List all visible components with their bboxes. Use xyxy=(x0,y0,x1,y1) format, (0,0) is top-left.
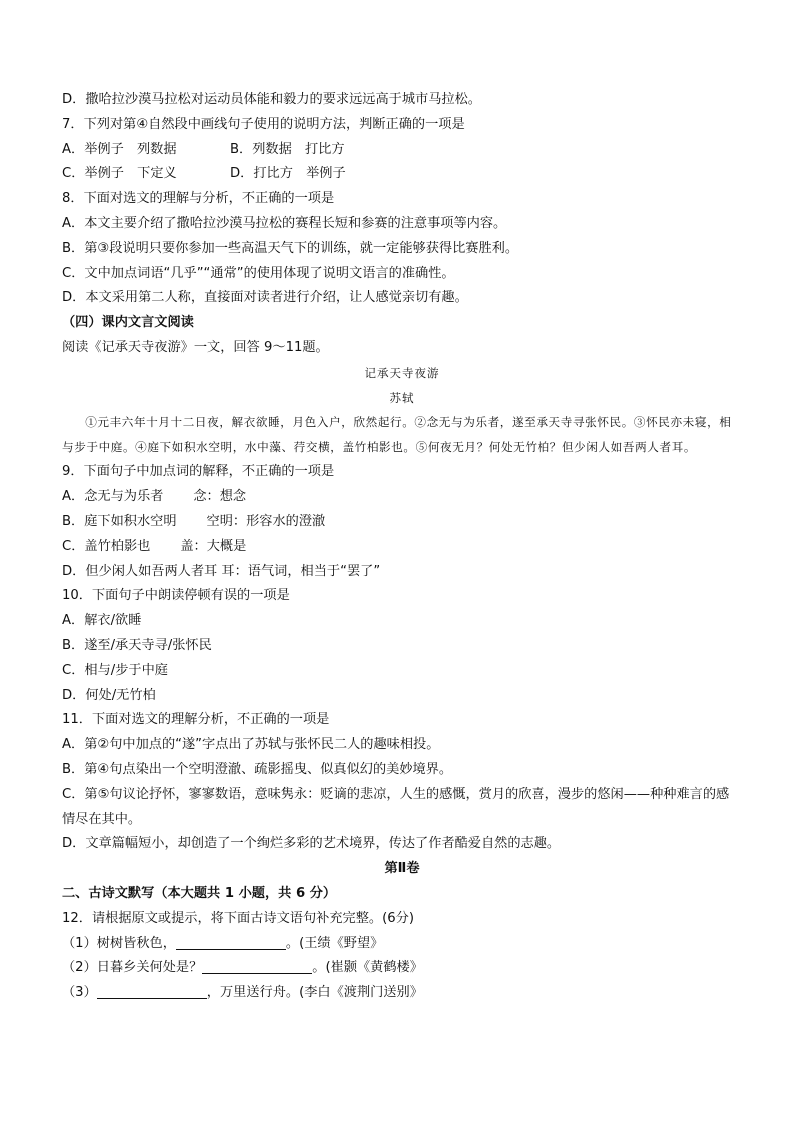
q12-item-3 xyxy=(62,981,742,1006)
q10-option-a: A．解衣/欲睡 xyxy=(62,613,142,629)
q7-options-row-1 xyxy=(62,138,742,163)
passage-title: 记承天寺夜游 xyxy=(364,365,440,380)
q7-option-d: D．打比方 举例子 xyxy=(230,166,346,182)
q10-stem: 10．下面句子中朗读停顿有误的一项是 xyxy=(62,588,290,604)
q10-option-b: B．遂至/承天寺寻/张怀民 xyxy=(62,637,212,653)
q12-item-2-blank[interactable] xyxy=(202,959,312,974)
q11-option-d: D．文章篇幅短小，却创造了一个绚烂多彩的艺术境界，传达了作者酷爱自然的志趣。 xyxy=(62,836,561,852)
q12-stem: 12．请根据原文或提示，将下面古诗文语句补充完整。(6分) xyxy=(62,910,414,926)
q12-item-2-before: 日暮乡关何处是？ xyxy=(96,960,203,976)
q10-option-c: C．相与/步于中庭 xyxy=(62,662,168,678)
q7-option-b: B．列数据 打比方 xyxy=(230,141,345,157)
q12-item-2 xyxy=(62,956,742,981)
section-4-intro: 阅读《记承天寺夜游》一文，回答 9～11题。 xyxy=(62,339,329,355)
q7-stem: 7．下列对第④自然段中画线句子使用的说明方法，判断正确的一项是 xyxy=(62,116,465,132)
q12-item-1-before: 树树皆秋色， xyxy=(96,935,176,951)
q8-option-a: A．本文主要介绍了撒哈拉沙漠马拉松的赛程长短和参赛的注意事项等内容。 xyxy=(62,215,507,231)
q9-option-d-sentence: D．但少闲人如吾两人者耳 xyxy=(62,563,218,579)
q9-option-c xyxy=(62,535,742,560)
q8-stem: 8．下面对选文的理解与分析，不正确的一项是 xyxy=(62,191,335,207)
q12-item-1-after: 。(王绩《野望》 xyxy=(285,935,384,951)
q9-option-a-gloss: 念：想念 xyxy=(193,489,247,505)
q11-stem: 11．下面对选文的理解分析，不正确的一项是 xyxy=(62,712,330,728)
q12-item-2-num: （2） xyxy=(62,960,97,976)
part-2-heading: 二、古诗文默写（本大题共 1 小题，共 6 分） xyxy=(62,885,337,901)
section-4-heading: （四）课内文言文阅读 xyxy=(62,315,194,331)
q12-item-3-blank[interactable] xyxy=(97,984,207,999)
q9-option-a xyxy=(62,485,742,510)
q9-option-d xyxy=(62,560,742,585)
q11-option-c: C．第⑤句议论抒怀，寥寥数语，意味隽永：贬谪的悲凉，人生的感慨，赏月的欣喜，漫步的悠闲——种种难言的感情尽在其中。 xyxy=(62,786,730,827)
q10-option-d: D．何处/无竹柏 xyxy=(62,687,156,703)
exam-page xyxy=(62,88,742,1006)
volume-2-title: 第Ⅱ卷 xyxy=(384,861,420,877)
q7-options-row-2 xyxy=(62,162,742,187)
q9-stem: 9．下面句子中加点词的解释，不正确的一项是 xyxy=(62,464,335,480)
q12-item-1 xyxy=(62,932,742,957)
q11-option-a: A．第②句中加点的“遂”字点出了苏轼与张怀民二人的趣味相投。 xyxy=(62,737,440,753)
q9-option-d-gloss: 耳：语气词，相当于“罢了” xyxy=(221,563,381,579)
q9-option-c-sentence: C．盖竹柏影也 xyxy=(62,538,151,554)
q6-option-d: D．撒哈拉沙漠马拉松对运动员体能和毅力的要求远远高于城市马拉松。 xyxy=(62,92,481,107)
q11-option-b: B．第④句点染出一个空明澄澈、疏影摇曳、似真似幻的美妙境界。 xyxy=(62,761,453,777)
q7-option-a: A．举例子 列数据 xyxy=(62,141,177,157)
q8-option-d: D．本文采用第二人称，直接面对读者进行介绍，让人感觉亲切有趣。 xyxy=(62,290,468,306)
q12-item-3-num: （3） xyxy=(62,985,97,1001)
q9-option-c-gloss: 盖：大概是 xyxy=(180,538,247,554)
q9-option-b-gloss: 空明：形容水的澄澈 xyxy=(206,513,326,529)
q12-item-1-num: （1） xyxy=(62,935,97,951)
q9-option-b xyxy=(62,510,742,535)
q12-item-1-blank[interactable] xyxy=(176,935,286,950)
passage-author: 苏轼 xyxy=(389,390,415,405)
q8-option-c: C．文中加点词语“几乎”“通常”的使用体现了说明文语言的准确性。 xyxy=(62,265,455,281)
q8-option-b: B．第③段说明只要你参加一些高温天气下的训练，就一定能够获得比赛胜利。 xyxy=(62,240,519,256)
passage-text: ①元丰六年十月十二日夜，解衣欲睡，月色入户，欣然起行。②念无与为乐者，遂至承天寺寻张怀民。③怀民亦未寝，相与步于中庭。④庭下如积水空明，水中藻、荇交横，盖竹柏影也。⑤何夜无月？何处无竹柏？但少闲人如吾两人者耳。 xyxy=(62,415,732,455)
q9-option-b-sentence: B．庭下如积水空明 xyxy=(62,513,177,529)
q12-item-3-after: ，万里送行舟。(李白《渡荆门送别》 xyxy=(206,985,423,1001)
q9-option-a-sentence: A．念无与为乐者 xyxy=(62,489,164,505)
q12-item-2-after: 。(崔颢《黄鹤楼》 xyxy=(312,960,423,976)
q7-option-c: C．举例子 下定义 xyxy=(62,166,177,182)
